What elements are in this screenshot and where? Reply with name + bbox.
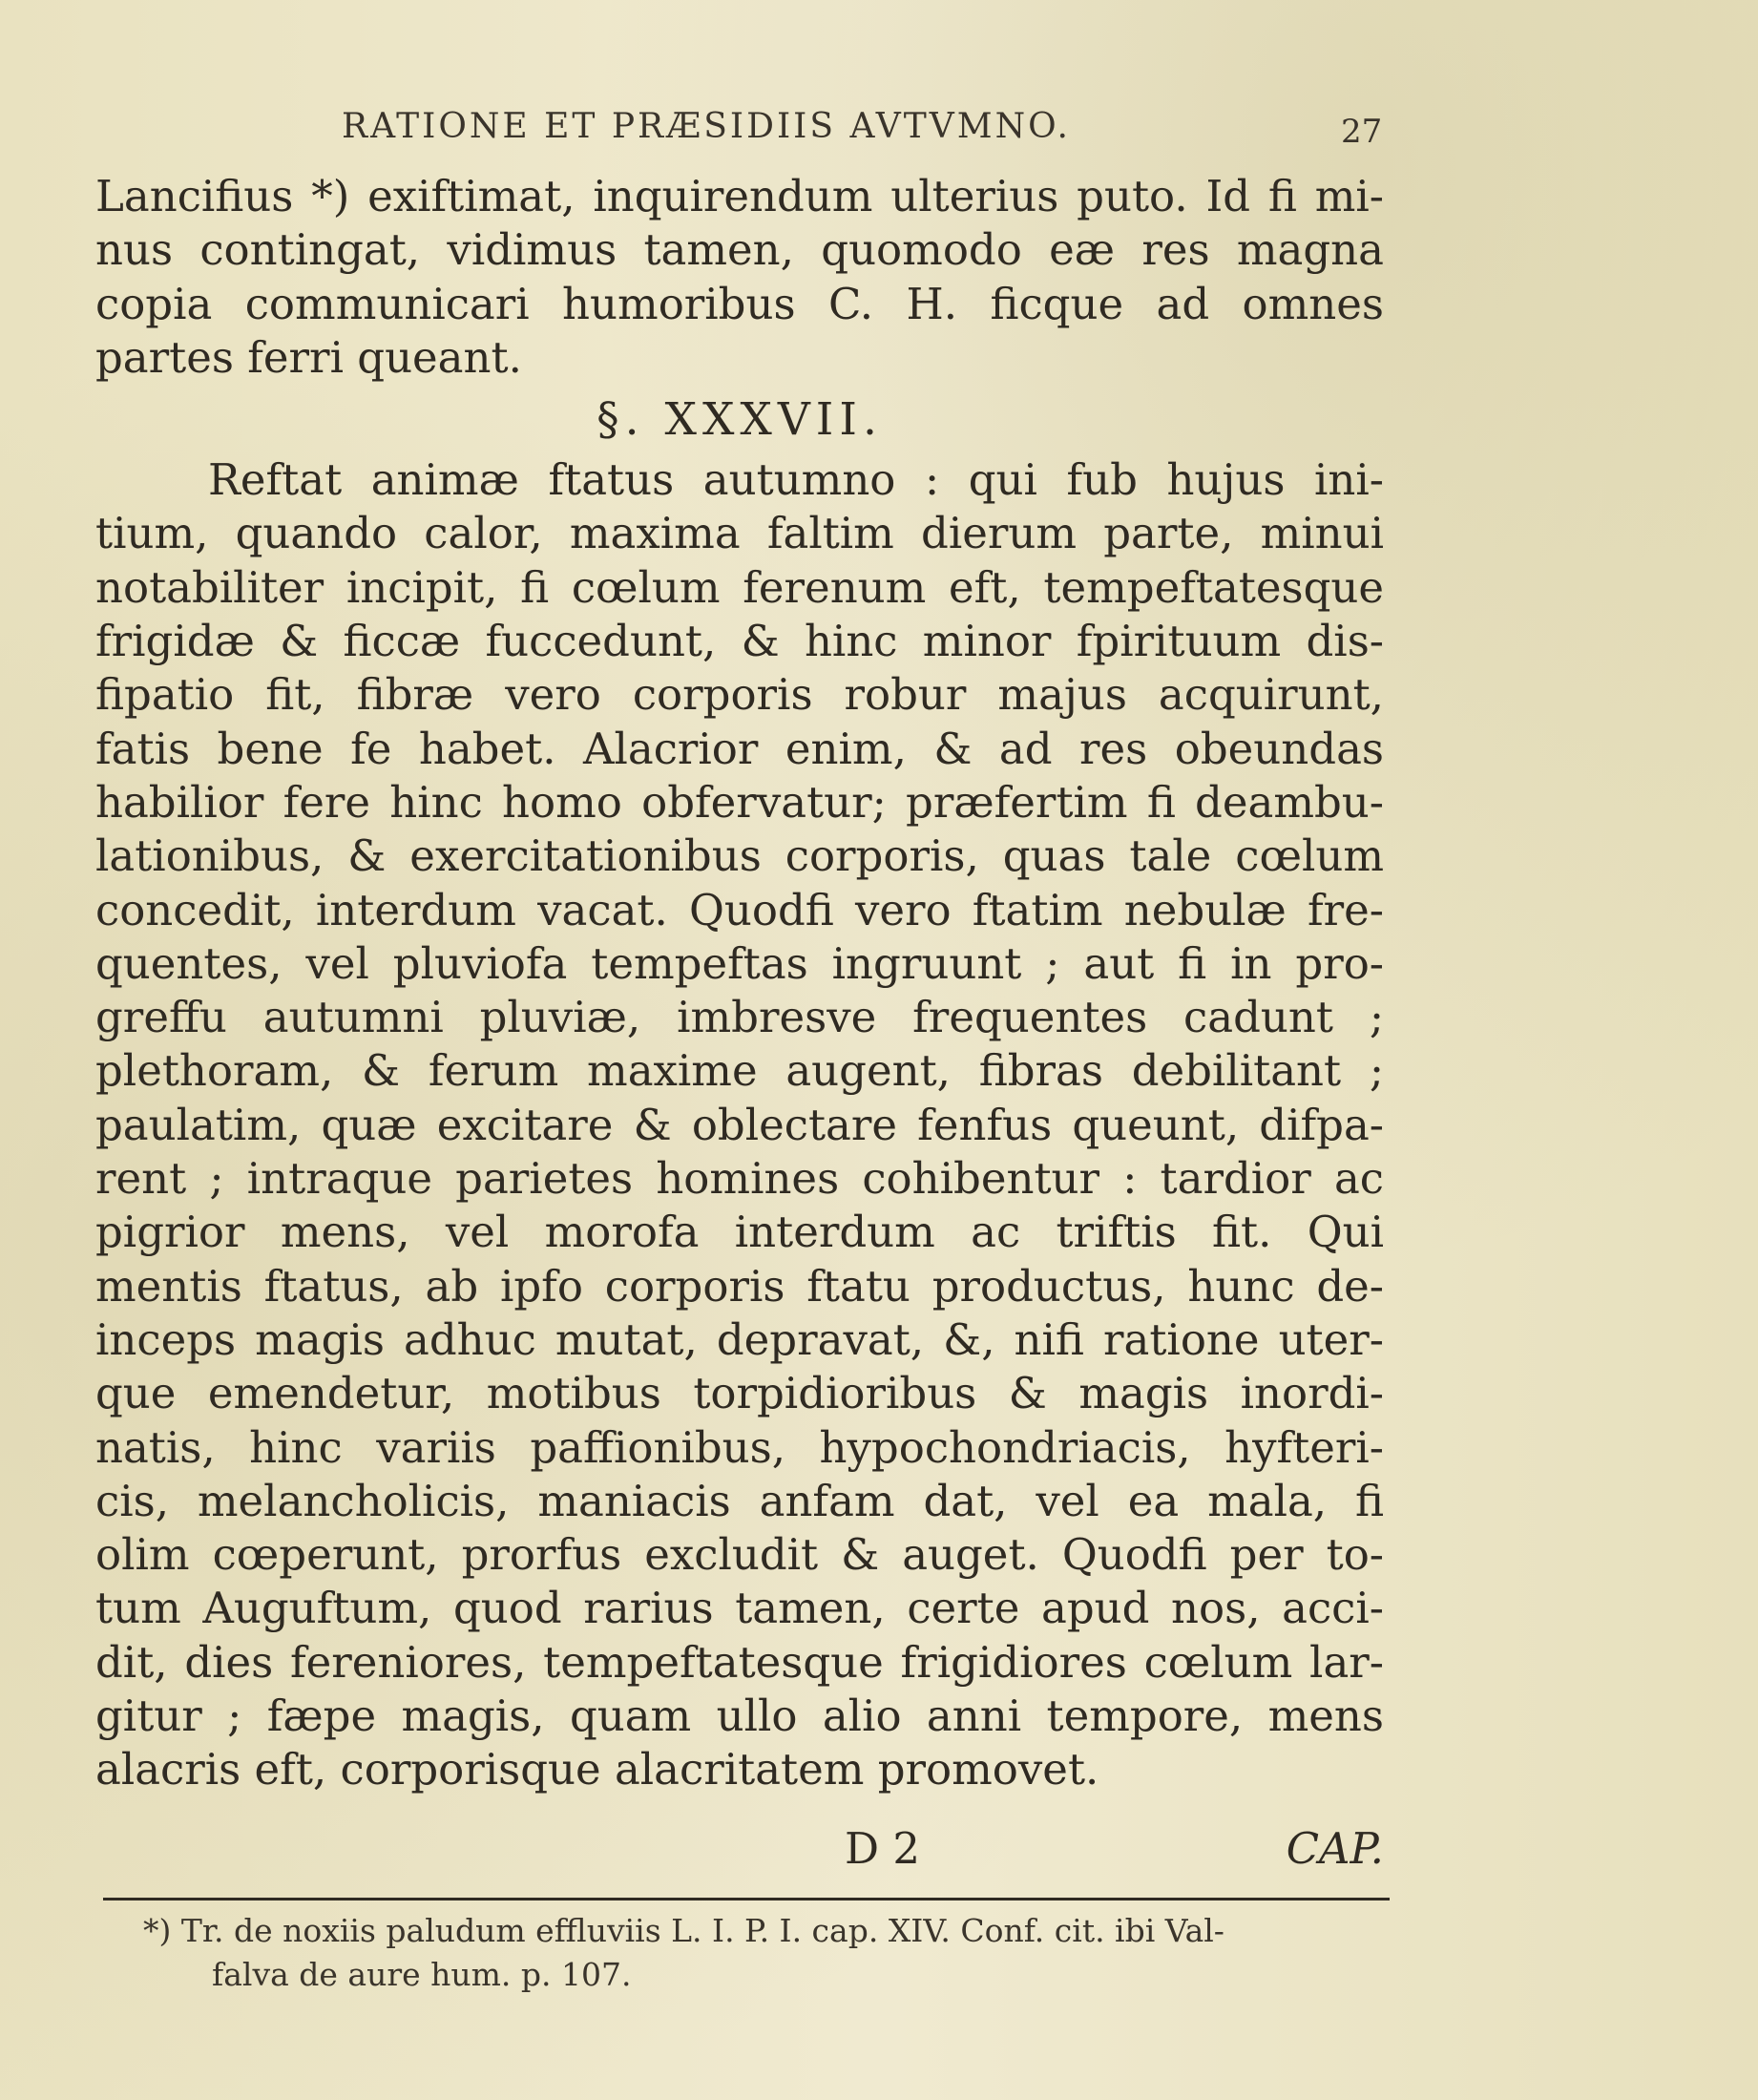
footnote-rule — [103, 1898, 1390, 1900]
main-text — [95, 170, 1384, 1797]
text-line: mentis ftatus, ab ipfo corporis ftatu productus, hunc de- — [95, 1260, 1384, 1312]
text-line: inceps magis adhuc mutat, depravat, &, nifi ratione uter- — [95, 1313, 1384, 1365]
text-line: quentes, vel pluviofa tempeftas ingruunt ; aut fi in pro- — [95, 937, 1384, 989]
text-line: natis, hinc variis paffionibus, hypochondriacis, hyfteri- — [95, 1421, 1384, 1473]
footnote-line: falva de aure hum. p. 107. — [212, 1956, 632, 1993]
text-line: tum Auguftum, quod rarius tamen, certe apud nos, acci- — [95, 1583, 1384, 1634]
footnote-line: *) Tr. de noxiis paludum effluviis L. I. P. I. cap. XIV. Conf. cit. ibi Val- — [143, 1912, 1224, 1949]
text-line: greffu autumni pluviæ, imbresve frequentes cadunt ; — [95, 992, 1384, 1043]
text-line: fipatio fit, fibræ vero corporis robur majus acquirunt, — [95, 669, 1384, 721]
signature-mark: D 2 — [845, 1823, 921, 1874]
text-line: gitur ; fæpe magis, quam ullo alio anni tempore, mens — [95, 1690, 1384, 1742]
text-line: paulatim, quæ excitare & oblectare fenfus queunt, difpa- — [95, 1099, 1384, 1150]
text-line: Reftat animæ ftatus autumno : qui fub hujus ini- — [208, 454, 1384, 506]
text-line: dit, dies fereniores, tempeftatesque frigidiores cœlum lar- — [95, 1636, 1384, 1688]
text-line: habilior fere hinc homo obfervatur; præfertim fi deambu- — [95, 776, 1384, 828]
text-line: fatis bene fe habet. Alacrior enim, & ad res obeundas — [95, 723, 1384, 774]
footnote — [143, 1909, 1393, 1997]
text-line: rent ; intraque parietes homines cohibentur : tardior ac — [95, 1153, 1384, 1205]
text-line: concedit, interdum vacat. Quodfi vero ftatim nebulæ fre- — [95, 884, 1384, 935]
section-heading: §. XXXVII. — [596, 393, 883, 447]
text-line: plethoram, & ferum maxime augent, fibras debilitant ; — [95, 1045, 1384, 1097]
text-line: copia communicari humoribus C. H. ficque ad omnes — [95, 278, 1384, 329]
text-line: que emendetur, motibus torpidioribus & magis inordi- — [95, 1368, 1384, 1419]
text-line: olim cœperunt, prorfus excludit & auget. Quodfi per to- — [95, 1529, 1384, 1581]
catchword: CAP. — [1286, 1823, 1384, 1874]
text-line: partes ferri queant. — [95, 331, 522, 383]
text-line: pigrior mens, vel morofa interdum ac triftis fit. Qui — [95, 1207, 1384, 1258]
text-line: notabiliter incipit, fi cœlum ferenum eft, tempeftatesque — [95, 561, 1384, 613]
text-line: nus contingat, vidimus tamen, quomodo eæ res magna — [95, 224, 1384, 276]
text-line: frigidæ & ficcæ fuccedunt, & hinc minor fpirituum dis- — [95, 616, 1384, 667]
page-number: 27 — [1341, 113, 1383, 151]
text-line: cis, melancholicis, maniacis anfam dat, vel ea mala, fi — [95, 1475, 1384, 1526]
text-line: lationibus, & exercitationibus corporis, quas tale cœlum — [95, 830, 1384, 882]
running-head: RATIONE ET PRÆSIDIIS AVTVMNO. — [342, 107, 1071, 146]
text-line: alacris eft, corporisque alacritatem promovet. — [95, 1744, 1099, 1796]
text-line: Lancifius *) exiftimat, inquirendum ulterius puto. Id fi mi- — [95, 171, 1384, 221]
text-line: tium, quando calor, maxima faltim dierum parte, minui — [95, 508, 1384, 559]
page-footer-marks — [95, 1823, 1384, 1880]
